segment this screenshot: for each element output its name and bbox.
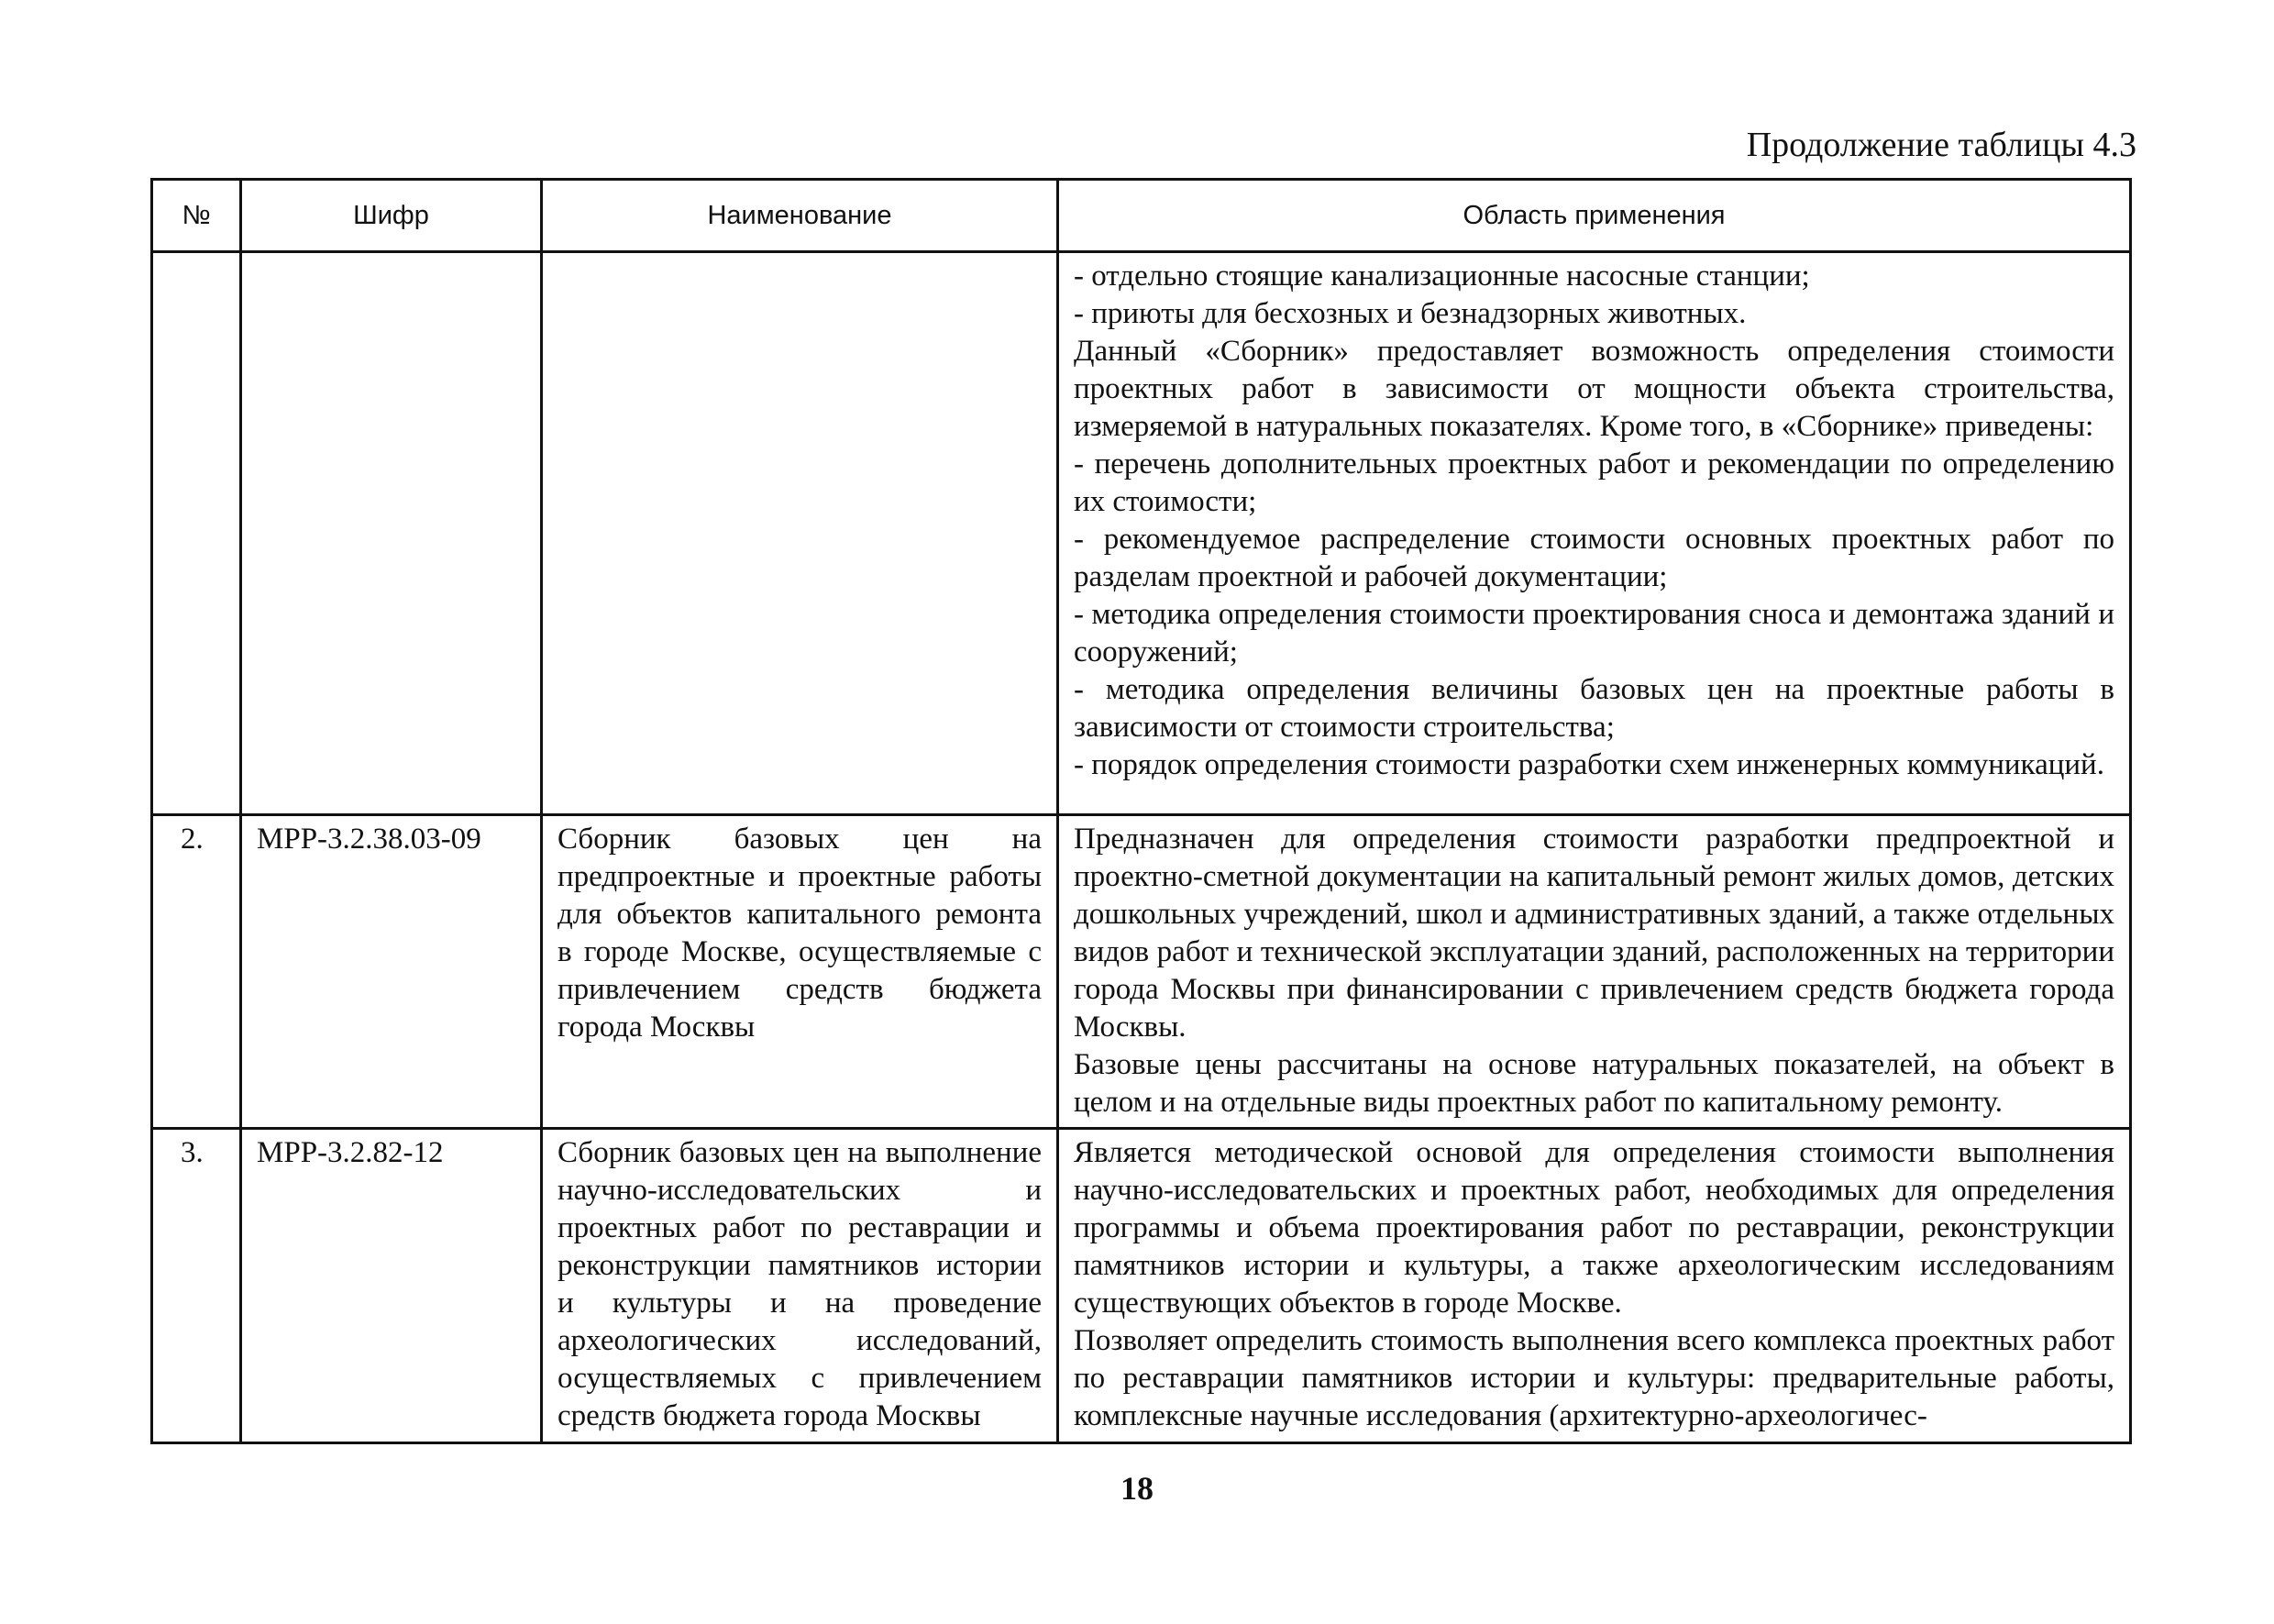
table-row [152, 1129, 2131, 1443]
header-code: Шифр [241, 180, 542, 252]
row-name-cell [542, 252, 1058, 815]
scope-paragraph: - отдельно стоящие канализационные насосные станции; [1074, 260, 1810, 293]
scope-paragraph: Данный «Сборник» предоставляет возможность определения стоимости проектных работ в зависимости от мощности объекта строительства, измеряемой в натуральных показателях. Кроме того, в «Сборнике» приведены: [1074, 335, 2114, 443]
row-code-cell [241, 252, 542, 815]
table-header-row [152, 180, 2131, 252]
header-number: № [152, 180, 241, 252]
header-scope: Область применения [1058, 180, 2131, 252]
scope-paragraph: Предназначен для определения стоимости разработки предпроектной и проектно-сметной документации на капитальный ремонт жилых домов, детских дошкольных учреждений, школ и административных зданий, а также отдельных видов работ и технической эксплуатации зданий, расположенных на территории города Москвы при финансировании с привлечением средств бюджета города Москвы. [1074, 823, 2114, 1044]
row-number-cell [152, 252, 241, 815]
row-name-cell: Сборник базовых цен на выполнение научно-исследовательских и проектных работ по реставрации и реконструкции памятников истории и культуры и на проведение археологических исследований, осуществляемых с привлечением средств бюджета города Москвы [542, 1129, 1058, 1443]
row-number-cell: 3. [152, 1129, 241, 1443]
scope-paragraph: - приюты для бесхозных и безнадзорных животных. [1074, 297, 1747, 330]
row-scope-cell [1058, 252, 2131, 815]
table-row [152, 815, 2131, 1129]
scope-paragraph: - методика определения стоимости проектирования сноса и демонтажа зданий и сооружений; [1074, 598, 2114, 668]
table-row [152, 252, 2131, 815]
row-scope-cell [1058, 1129, 2131, 1443]
row-code-cell: МРР-3.2.82-12 [241, 1129, 542, 1443]
header-name: Наименование [542, 180, 1058, 252]
projects-table [150, 178, 2132, 1444]
row-code-cell: МРР-3.2.38.03-09 [241, 815, 542, 1129]
row-scope-cell [1058, 815, 2131, 1129]
scope-paragraph: - рекомендуемое распределение стоимости основных проектных работ по разделам проектной и рабочей документации; [1074, 523, 2114, 593]
scope-paragraph: Базовые цены рассчитаны на основе натуральных показателей, на объект в целом и на отдельные виды проектных работ по капитальному ремонту. [1074, 1048, 2114, 1119]
row-name-cell: Сборник базовых цен на предпроектные и проектные работы для объектов капитального ремонта в городе Москве, осуществляемые с привлечением средств бюджета города Москвы [542, 815, 1058, 1129]
table-continuation-caption: Продолжение таблицы 4.3 [1746, 126, 2136, 164]
page-number: 18 [1120, 1470, 1154, 1507]
scope-paragraph: Является методической основой для определения стоимости выполнения научно-исследовательских и проектных работ, необходимых для определения программы и объема проектирования работ по реставрации, реконструкции памятников истории и культуры, а также археологическим исследованиям существующих объектов в городе Москве. [1074, 1136, 2114, 1320]
scope-paragraph: - перечень дополнительных проектных работ и рекомендации по определению их стоимости; [1074, 447, 2114, 518]
row-number-cell: 2. [152, 815, 241, 1129]
scope-paragraph: - методика определения величины базовых цен на проектные работы в зависимости от стоимости строительства; [1074, 673, 2114, 744]
scope-paragraph: Позволяет определить стоимость выполнения всего комплекса проектных работ по реставрации памятников истории и культуры: предварительные работы, комплексные научные исследования (архитектурно-археологичес- [1074, 1324, 2114, 1432]
scope-paragraph: - порядок определения стоимости разработки схем инженерных коммуникаций. [1074, 748, 2104, 781]
